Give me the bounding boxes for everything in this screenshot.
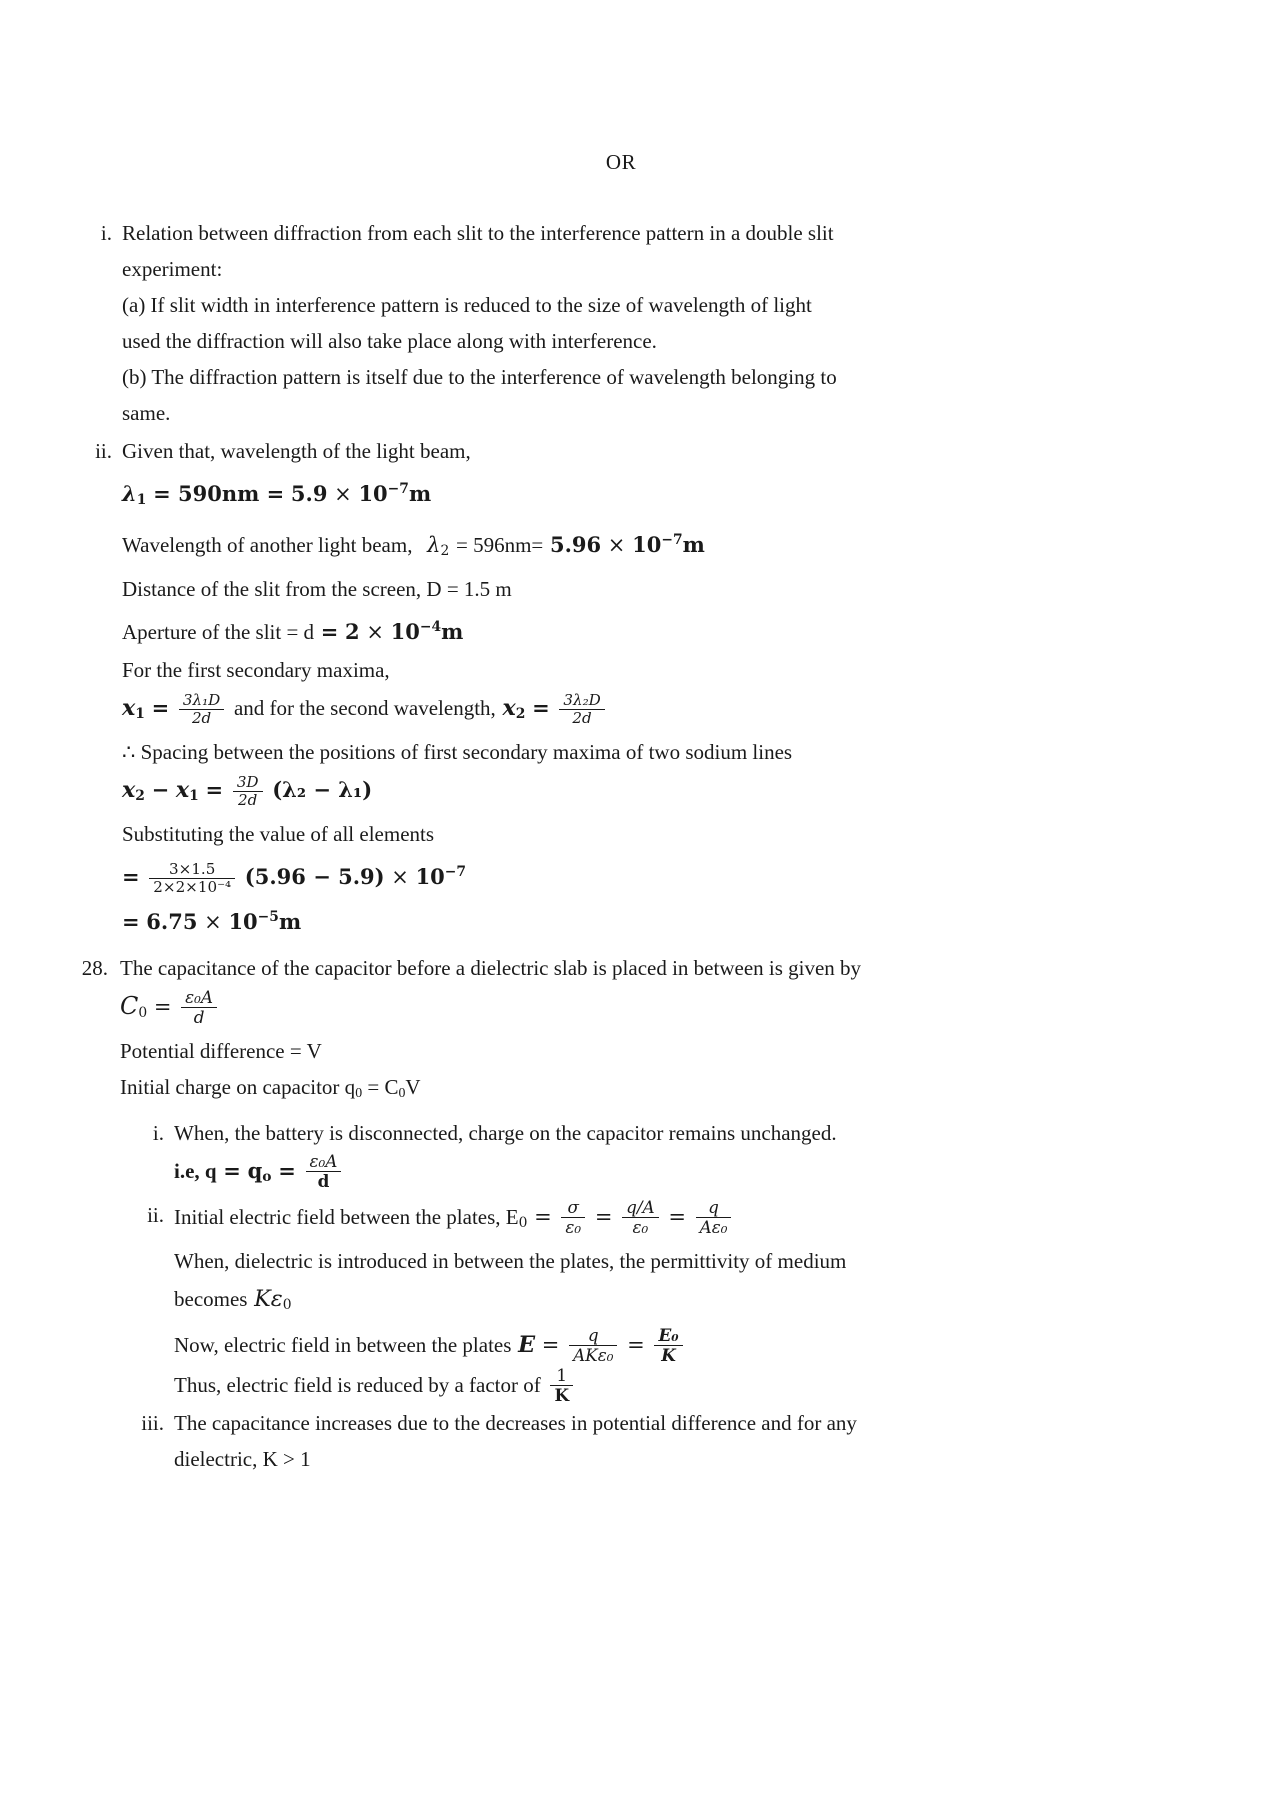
math-exponent: −7 — [387, 481, 409, 497]
list-marker: i. — [100, 221, 112, 245]
question-number: 28. — [81, 956, 108, 981]
fraction — [233, 774, 263, 809]
math-symbol: q — [247, 1158, 263, 1184]
list-item-body — [122, 433, 1142, 942]
fraction-numerator: q — [587, 1325, 599, 1346]
math-operator: = — [122, 864, 140, 890]
fraction-denominator: 2d — [179, 709, 224, 727]
list-item — [120, 1197, 1142, 1405]
paragraph-line: used the diffraction will also take place along with interference. — [122, 329, 657, 353]
fraction-denominator: AKε₀ — [569, 1345, 617, 1365]
fraction — [696, 1198, 732, 1237]
math-operator: = — [205, 777, 224, 803]
fraction-numerator: 3D — [236, 773, 259, 792]
math-number: 6.75 — [146, 909, 198, 935]
question-28-body — [118, 950, 1142, 1477]
paragraph-line: The capacitance increases due to the decreases in potential difference and for any — [174, 1411, 857, 1436]
fraction-numerator: 3×1.5 — [169, 860, 216, 879]
math-operator: × — [607, 533, 626, 558]
math-number: 5.96 — [549, 532, 602, 558]
math-symbol: x — [502, 695, 516, 722]
math-group: (5.96 − 5.9) — [244, 864, 385, 890]
fraction — [654, 1326, 682, 1365]
fraction-numerator: σ — [567, 1197, 579, 1218]
math-unit: m — [408, 481, 432, 506]
math-number: 5.9 — [290, 481, 328, 506]
math-operator: = — [320, 619, 339, 645]
fraction-numerator: q — [708, 1197, 719, 1218]
math-text: Aperture of the slit = d — [122, 620, 315, 645]
equation-spacing — [122, 770, 1142, 816]
math-operator: = — [532, 695, 550, 721]
fraction-numerator: ε₀A — [185, 987, 213, 1008]
paragraph-line: When, the battery is disconnected, charge on the capacitor remains unchanged. — [174, 1121, 837, 1146]
fraction-numerator: 1 — [556, 1365, 568, 1386]
math-subscript: 2 — [515, 706, 526, 723]
math-symbol: Kε — [254, 1286, 283, 1313]
math-operator: × — [334, 482, 352, 506]
math-operator: − — [151, 777, 170, 803]
fraction-numerator: 3λ₁D — [182, 691, 221, 710]
fraction-numerator: q/A — [626, 1197, 655, 1218]
math-unit: m — [441, 619, 464, 645]
math-operator: = — [594, 1205, 613, 1230]
fraction — [306, 1152, 342, 1191]
math-operator: = — [153, 995, 172, 1020]
math-text: Thus, electric field is reduced by a factor of — [174, 1373, 541, 1398]
math-operator: = — [627, 1333, 645, 1358]
equation-substitution — [122, 852, 1142, 897]
paragraph-line: experiment: — [122, 257, 223, 281]
math-subscript: 0 — [398, 1085, 406, 1101]
math-operator: = — [223, 1158, 241, 1184]
paragraph-line: ∴ Spacing between the positions of first secondary maxima of two sodium lines — [122, 740, 793, 765]
paragraph-line: (b) The diffraction pattern is itself due to the interference of wavelength belonging to — [122, 365, 837, 389]
fraction-denominator: 2×2×10⁻⁴ — [149, 878, 235, 896]
math-unit: m — [278, 909, 302, 935]
list-marker: iii. — [141, 1411, 164, 1436]
paragraph-line: dielectric, K > 1 — [174, 1447, 311, 1472]
math-text: becomes — [174, 1287, 248, 1312]
fraction — [149, 861, 235, 896]
math-symbol: λ — [122, 481, 137, 506]
math-subscript: 0 — [355, 1085, 363, 1101]
math-exponent: −4 — [419, 619, 442, 636]
fraction-numerator: ε₀A — [309, 1151, 338, 1172]
math-subscript: 1 — [136, 492, 147, 509]
equation-reduction-factor — [174, 1365, 1142, 1405]
equation-charge-unchanged — [174, 1151, 1142, 1197]
list-item-body — [122, 215, 1142, 431]
math-number: 2 — [345, 619, 360, 645]
fraction — [550, 1366, 573, 1405]
list-item — [120, 1115, 1142, 1197]
math-exponent: −7 — [444, 864, 467, 881]
equation-field-with-dielectric — [174, 1325, 1142, 1365]
paragraph-line: For the first secondary maxima, — [122, 658, 390, 683]
text-fragment: V — [405, 1075, 421, 1100]
math-number: 10 — [390, 619, 420, 645]
math-exponent: −7 — [661, 532, 683, 549]
list-item-body — [174, 1115, 1142, 1197]
paragraph-line: Distance of the slit from the screen, D = 1.5 m — [122, 577, 512, 602]
fraction-denominator: ε₀ — [561, 1217, 585, 1237]
equation-permittivity — [174, 1279, 1142, 1325]
math-text: Wavelength of another light beam, — [122, 533, 413, 558]
fraction-denominator: 2d — [559, 709, 604, 727]
list-item — [120, 1405, 1142, 1477]
math-operator: × — [366, 620, 384, 645]
math-operator: × — [391, 865, 409, 890]
math-symbol: λ — [427, 533, 441, 558]
paragraph-line: same. — [122, 401, 171, 425]
paragraph-line: (a) If slit width in interference pattern is reduced to the size of wavelength of light — [122, 293, 812, 317]
math-subscript: o — [262, 1169, 272, 1186]
math-symbol: x — [175, 777, 190, 804]
paragraph-line: Potential difference = V — [120, 1039, 322, 1064]
equation-aperture — [122, 607, 1142, 652]
paragraph-line: Given that, wavelength of the light beam, — [122, 439, 471, 463]
math-text: = 590nm = — [153, 481, 285, 506]
math-operator: = — [122, 909, 140, 935]
equation-C0 — [120, 986, 1142, 1033]
list-marker: ii. — [147, 1203, 164, 1228]
fraction-numerator: 3λ₂D — [563, 691, 601, 710]
fraction-denominator: 2d — [233, 791, 263, 809]
math-exponent: −5 — [257, 909, 279, 926]
math-subscript: 0 — [282, 1297, 292, 1314]
paragraph-line: The capacitance of the capacitor before a dielectric slab is placed in between is given by — [120, 956, 862, 981]
math-text: = 596nm= — [455, 533, 544, 558]
fraction — [181, 988, 217, 1027]
math-operator: = — [668, 1205, 686, 1230]
math-operator: = — [534, 1205, 552, 1230]
paragraph-line: When, dielectric is introduced in between the plates, the permittivity of medium — [174, 1249, 847, 1274]
fraction-denominator: d — [306, 1171, 342, 1191]
math-operator: = — [278, 1158, 296, 1184]
math-subscript: 0 — [138, 1005, 148, 1022]
math-number: 10 — [228, 909, 258, 935]
list-marker: ii. — [95, 439, 112, 463]
math-text: and for the second wavelength, — [233, 696, 496, 721]
fraction-numerator: E₀ — [658, 1325, 679, 1346]
equation-lambda2 — [122, 520, 1142, 571]
text-fragment: Initial charge on capacitor q — [120, 1075, 356, 1100]
list-item — [60, 215, 1142, 431]
math-symbol: C — [120, 992, 139, 1021]
math-text: Initial electric field between the plates, E — [174, 1205, 519, 1230]
math-unit: m — [682, 532, 705, 558]
question-28 — [60, 950, 1142, 1477]
paragraph-line: Relation between diffraction from each slit to the interference pattern in a double slit — [122, 221, 834, 245]
initial-charge-line — [120, 1069, 1142, 1111]
math-operator: × — [204, 910, 222, 935]
math-symbol: E — [518, 1332, 536, 1359]
math-symbol: x — [122, 777, 136, 804]
fraction-denominator: d — [181, 1007, 217, 1027]
text-fragment: = C — [362, 1075, 399, 1100]
math-subscript: 1 — [135, 706, 145, 723]
math-subscript: 0 — [518, 1215, 528, 1232]
fraction — [559, 692, 604, 727]
equation-result — [122, 897, 1142, 942]
math-operator: = — [541, 1333, 560, 1358]
math-subscript: 2 — [135, 788, 145, 805]
or-label: OR — [605, 150, 637, 174]
fraction — [622, 1198, 659, 1237]
equation-E0-chain — [174, 1197, 1142, 1243]
math-subscript: 2 — [440, 543, 450, 560]
math-symbol: x — [122, 695, 136, 722]
math-text: Now, electric field in between the plates — [174, 1333, 512, 1358]
math-operator: = — [151, 695, 170, 721]
question-28-sublist — [120, 1115, 1142, 1477]
fraction-denominator: ε₀ — [622, 1217, 659, 1237]
fraction-denominator: K — [654, 1345, 682, 1365]
fraction — [569, 1326, 617, 1365]
fraction-denominator: Aε₀ — [696, 1217, 732, 1237]
math-number: 10 — [632, 532, 662, 558]
math-group: (λ₂ − λ₁) — [272, 777, 373, 803]
fraction — [561, 1198, 585, 1237]
equation-x1-x2 — [122, 688, 1142, 734]
equation-lambda1 — [122, 469, 1142, 520]
list-marker: i. — [152, 1121, 164, 1146]
math-number: 10 — [415, 864, 445, 890]
list-item — [60, 433, 1142, 942]
fraction — [179, 692, 224, 727]
fraction-denominator: K — [550, 1385, 573, 1405]
list-item-body — [174, 1197, 1142, 1405]
math-number: 10 — [358, 481, 388, 506]
or-answer-list — [60, 215, 1142, 942]
paragraph-line: Substituting the value of all elements — [122, 822, 435, 847]
list-item-body — [174, 1405, 1142, 1477]
math-subscript: 1 — [189, 788, 199, 805]
math-text: i.e, q — [174, 1159, 217, 1184]
